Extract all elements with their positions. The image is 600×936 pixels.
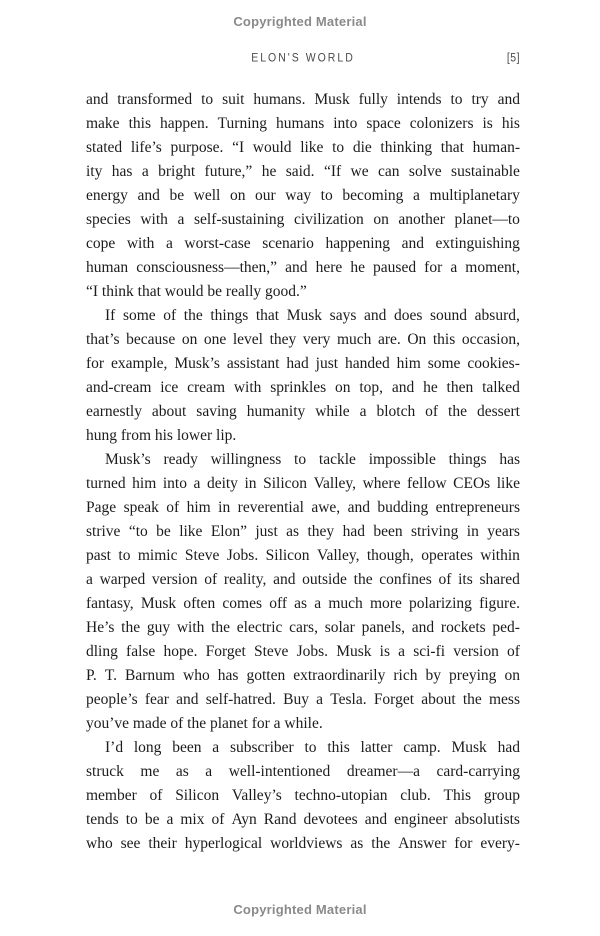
- text-line: Page speak of him in reverential awe, and budding entrepreneurs: [86, 499, 520, 516]
- text-line: you’ve made of the planet for a while.: [86, 715, 323, 732]
- paragraph: [86, 448, 520, 736]
- text-line: Musk’s ready willingness to tackle impossible things has: [105, 451, 520, 468]
- text-line: fantasy, Musk often comes off as a much more polarizing figure.: [86, 595, 520, 612]
- paragraph: [86, 88, 520, 304]
- page-body: [86, 88, 520, 856]
- text-line: earnestly about saving humanity while a blotch of the dessert: [86, 403, 520, 420]
- text-line: human consciousness—then,” and here he paused for a moment,: [86, 259, 520, 276]
- text-line: cope with a worst-case scenario happening and extinguishing: [86, 235, 520, 252]
- text-line: P. T. Barnum who has gotten extraordinarily rich by preying on: [86, 667, 520, 684]
- text-line: I’d long been a subscriber to this latter camp. Musk had: [105, 739, 520, 756]
- text-line: He’s the guy with the electric cars, solar panels, and rockets ped-: [86, 619, 520, 636]
- text-line: hung from his lower lip.: [86, 427, 237, 444]
- text-line: a warped version of reality, and outside the confines of its shared: [86, 571, 520, 588]
- text-line: strive “to be like Elon” just as they had been striving in years: [86, 523, 520, 540]
- paragraph: [86, 736, 520, 856]
- text-line: turned him into a deity in Silicon Valley, where fellow CEOs like: [86, 475, 520, 492]
- text-line: for example, Musk’s assistant had just handed him some cookies-: [86, 355, 520, 372]
- chapter-title: ELON'S WORLD: [251, 51, 355, 65]
- text-line: member of Silicon Valley’s techno-utopian club. This group: [86, 787, 520, 804]
- text-line: past to mimic Steve Jobs. Silicon Valley, though, operates within: [86, 547, 520, 564]
- text-line: “I think that would be really good.”: [86, 283, 307, 300]
- page-number: [5]: [506, 51, 520, 65]
- text-line: struck me as a well-intentioned dreamer—a card-carrying: [86, 763, 520, 780]
- text-line: tends to be a mix of Ayn Rand devotees and engineer absolutists: [86, 811, 520, 828]
- text-line: energy and be well on our way to becoming a multiplanetary: [86, 187, 520, 204]
- text-line: and-cream ice cream with sprinkles on top, and he then talked: [86, 379, 520, 396]
- running-header: [86, 50, 520, 66]
- text-line: who see their hyperlogical worldviews as the Answer for every-: [86, 835, 520, 852]
- copyright-banner-bottom: Copyrighted Material: [233, 902, 367, 917]
- text-line: If some of the things that Musk says and does sound absurd,: [105, 307, 520, 324]
- text-line: make this happen. Turning humans into space colonizers is his: [86, 115, 520, 132]
- text-line: ity has a bright future,” he said. “If we can solve sustainable: [86, 163, 520, 180]
- text-line: species with a self-sustaining civilization on another planet—to: [86, 211, 520, 228]
- copyright-banner-top: Copyrighted Material: [233, 14, 367, 29]
- text-line: and transformed to suit humans. Musk fully intends to try and: [86, 91, 520, 108]
- text-line: dling false hope. Forget Steve Jobs. Musk is a sci-fi version of: [86, 643, 520, 660]
- text-line: that’s because on one level they very much are. On this occasion,: [86, 331, 520, 348]
- paragraph: [86, 304, 520, 448]
- text-line: people’s fear and self-hatred. Buy a Tesla. Forget about the mess: [86, 691, 520, 708]
- text-line: stated life’s purpose. “I would like to die thinking that human-: [86, 139, 520, 156]
